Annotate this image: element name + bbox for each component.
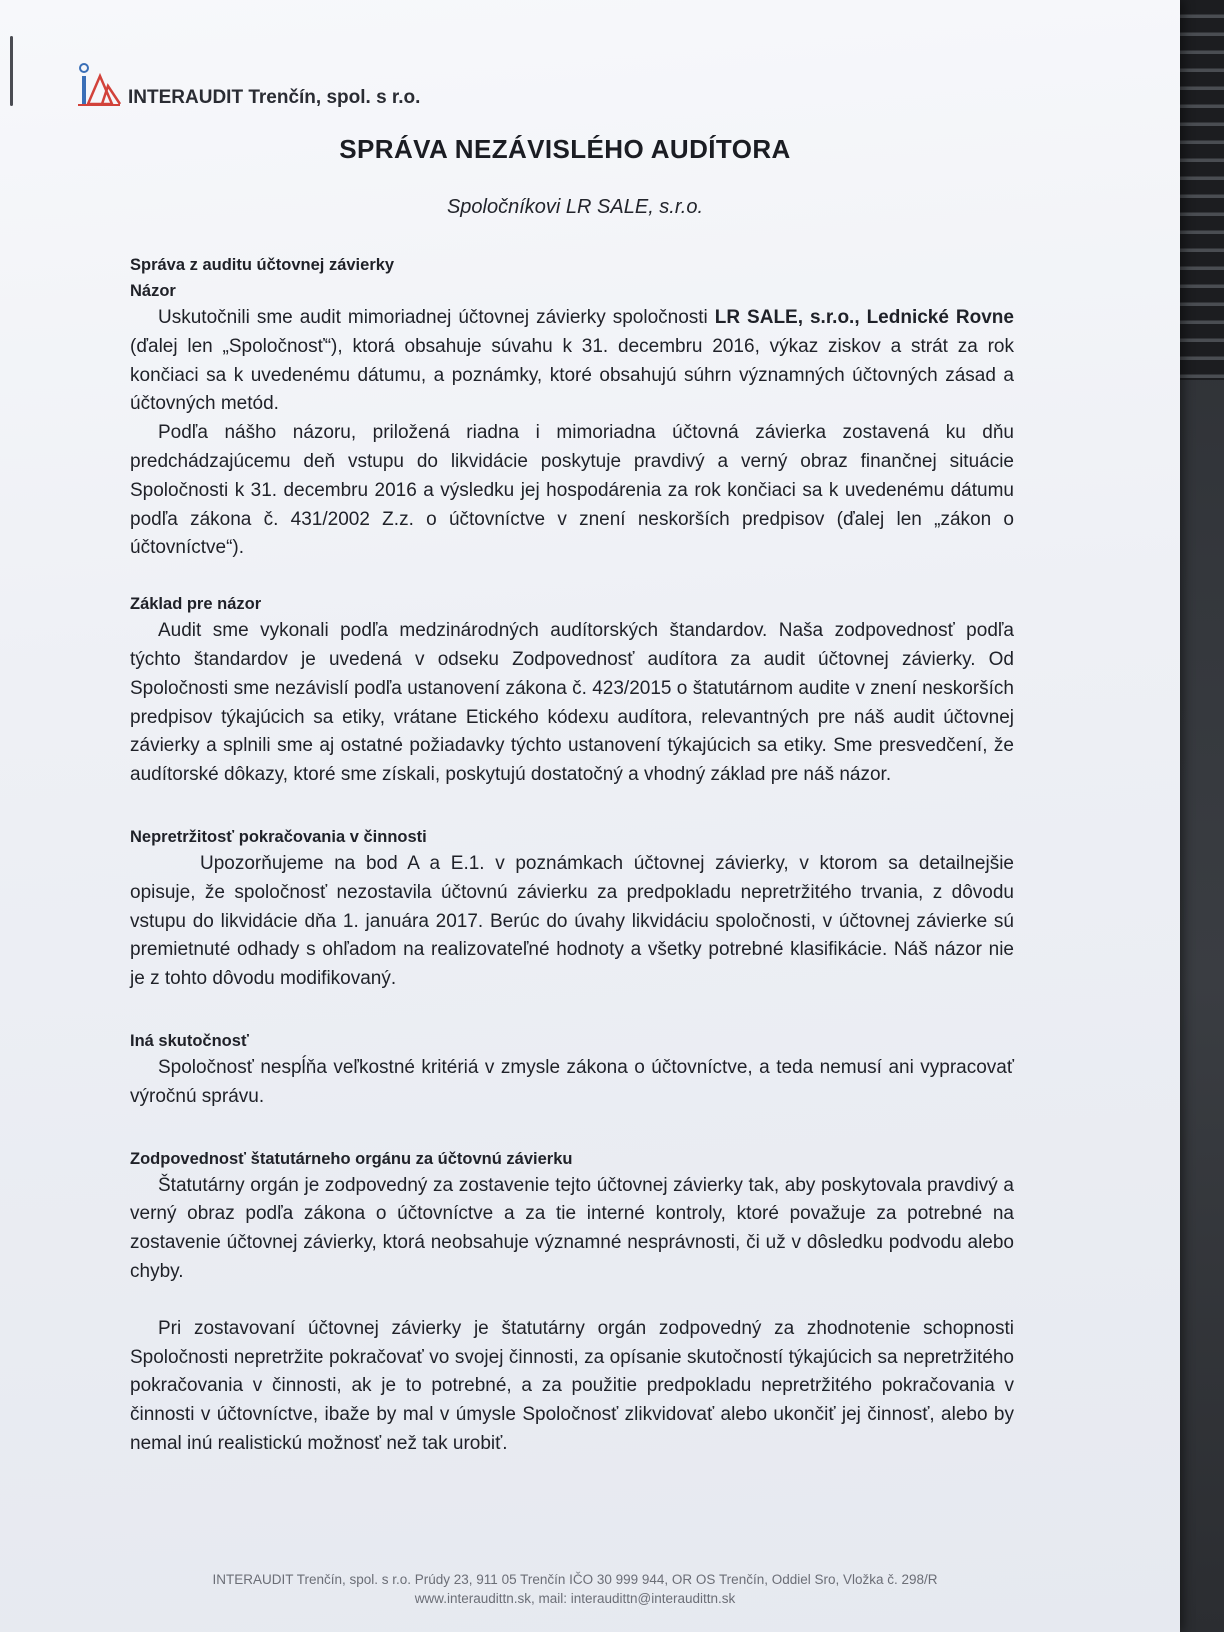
basis-paragraph: Audit sme vykonali podľa medzinárodných audítorských štandardov. Naša zodpovednosť podľa týchto štandardov je uvedená v odseku Zodpovednosť audítora za audit účtovnej závierky. Od Spoločnosti sme nezávislí podľa ustanovení zákona č. 423/2015 o štatutárnom audite v znení neskorších predpisov týkajúcich sa etiky, vrátane Etického kódexu audítora, relevantných pre náš audit účtovnej závierky a splnili sme aj ostatné požiadavky týchto ustanovení týkajúcich sa etiky. Sme presvedčení, že audítorské dôkazy, ktoré sme získali, poskytujú dostatočný a vhodný základ pre náš názor. (130, 620, 1014, 786)
letterhead (74, 60, 420, 110)
background-radiator (1175, 0, 1224, 380)
going-concern-paragraph: Upozorňujeme na bod A a E.1. v poznámkach účtovnej závierky, v ktorom sa detailnejšie opisuje, že spoločnosť nezostavila účtovnú závierku za predpokladu nepretržitého trvania, z dôvodu vstupu do likvidácie dňa 1. januára 2017. Berúc do úvahy likvidáciu spoločnosti, v účtovnej závierke sú premietnuté odhady s ohľadom na realizovateľné hodnoty a všetky potrebné klasifikácie. Náš názor nie je z tohto dôvodu modifikovaný. (130, 852, 1014, 990)
page-binding-mark (10, 36, 13, 106)
footer-address: INTERAUDIT Trenčín, spol. s r.o. Prúdy 23, 911 05 Trenčín IČO 30 999 944, OR OS Trenčín, Oddiel Sro, Vložka č. 298/R (212, 1572, 938, 1587)
other-matter-paragraph: Spoločnosť nespĺňa veľkostné kritériá v zmysle zákona o účtovníctve, a teda nemusí ani vypracovať výročnú správu. (130, 1056, 1014, 1107)
company-name: INTERAUDIT Trenčín, spol. s r.o. (128, 87, 421, 108)
section-heading-opinion: Názor (130, 282, 176, 300)
section-heading-other-matter: Iná skutočnosť (130, 1031, 249, 1050)
section-heading-basis: Základ pre názor (130, 595, 262, 614)
section-heading-report: Správa z auditu účtovnej závierky (130, 256, 395, 274)
opinion-paragraph-2: Podľa nášho názoru, priložená riadna i mimoriadna účtovná závierka zostavená ku dňu predchádzajúcemu deň vstupu do likvidácie poskytuje pravdivý a verný obraz finančnej situácie Spoločnosti k 31. decembru 2016 a výsledku jej hospodárenia za rok končiaci sa k uvedenému dátumu podľa zákona č. 431/2002 Z.z. o účtovníctve v znení neskorších predpisov (ďalej len „zákon o účtovníctve“). (130, 422, 1014, 559)
footer-contact: www.interaudittn.sk, mail: interaudittn@interaudittn.sk (414, 1591, 736, 1606)
page-footer (0, 1570, 1150, 1608)
document-body (130, 252, 1014, 1459)
page-title: SPRÁVA NEZÁVISLÉHO AUDÍTORA (339, 134, 791, 164)
company-logo-icon (74, 62, 122, 110)
responsibility-paragraph-2: Pri zostavovaní účtovnej závierky je štatutárny orgán zodpovedný za zhodnotenie schopnosti Spoločnosti nepretržite pokračovať vo svojej činnosti, za opísanie skutočností týkajúcich sa nepretržitého pokračovania v činnosti, ak je to potrebné, a za použitie predpokladu nepretržitého pokračovania v činnosti v účtovníctve, ibaže by mal v úmysle Spoločnosť zlikvidovať alebo ukončiť jej činnosť, alebo by nemal inú realistickú možnosť než tak urobiť. (130, 1317, 1014, 1454)
responsibility-paragraph-1: Štatutárny orgán je zodpovedný za zostavenie tejto účtovnej závierky tak, aby poskytovala pravdivý a verný obraz podľa zákona o účtovníctve a za tie interné kontroly, ktoré považuje za potrebné na zostavenie účtovnej závierky, ktorá neobsahuje významné nesprávnosti, či už v dôsledku podvodu alebo chyby. (130, 1174, 1014, 1282)
opinion-paragraph-1 (130, 304, 1014, 419)
section-heading-going-concern: Nepretržitosť pokračovania v činnosti (130, 827, 427, 846)
section-heading-responsibility: Zodpovednosť štatutárneho orgánu za účtovnú závierku (130, 1149, 573, 1168)
opinion-text-start: Uskutočnili sme audit mimoriadnej účtovnej závierky spoločnosti (158, 307, 715, 328)
opinion-text-end: (ďalej len „Spoločnosť“), ktorá obsahuje súvahu k 31. decembru 2016, výkaz ziskov a strát za rok končiaci sa k uvedenému dátumu, a poznámky, ktoré obsahujú súhrn významných účtovných zásad a účtovných metód. (130, 335, 1014, 415)
page-subtitle: Spoločníkovi LR SALE, s.r.o. (446, 196, 704, 218)
company-name-bold: LR SALE, s.r.o., Lednické Rovne (714, 307, 1014, 328)
